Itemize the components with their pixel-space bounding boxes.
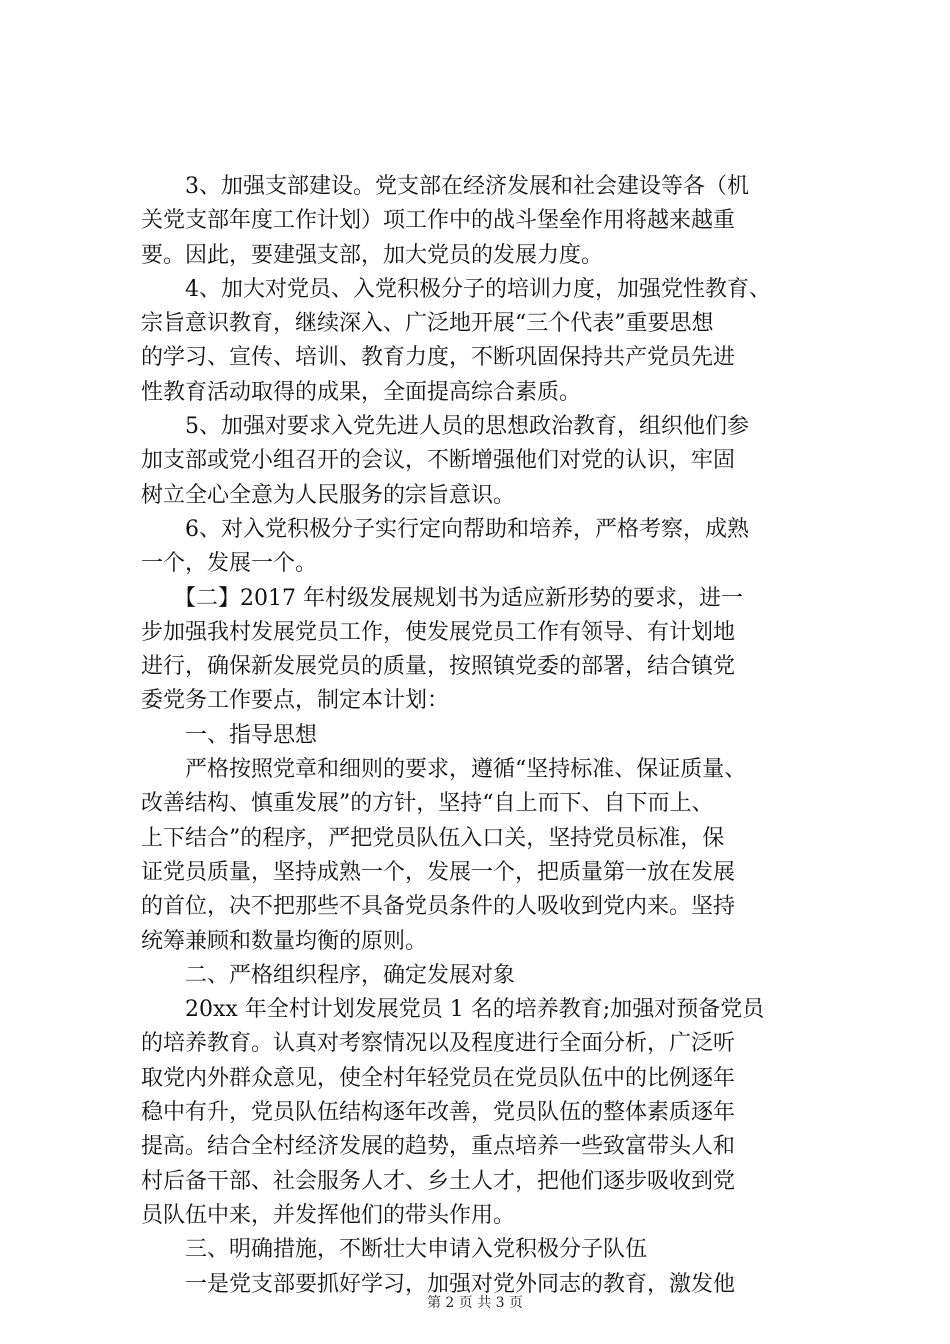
text-line: 二、严格组织程序，确定发展对象 <box>141 962 516 988</box>
text-line: 三、明确措施，不断壮大申请入党积极分子队伍 <box>141 1237 648 1263</box>
text-line: 一、指导思想 <box>141 722 318 748</box>
text-line: 的培养教育。认真对考察情况以及程度进行全面分析，广泛听 <box>141 1031 736 1057</box>
text-line: 一个，发展一个。 <box>141 551 318 577</box>
text-line: 加支部或党小组召开的会议，不断增强他们对党的认识，牢固 <box>141 448 736 474</box>
text-line: 证党员质量，坚持成熟一个，发展一个，把质量第一放在发展 <box>141 859 736 885</box>
text-line: 20xx 年全村计划发展党员 1 名的培养教育;加强对预备党员 <box>141 997 765 1023</box>
text-line: 员队伍中来，并发挥他们的带头作用。 <box>141 1202 516 1228</box>
text-line: 3、加强支部建设。党支部在经济发展和社会建设等各（机 <box>141 174 749 199</box>
text-line: 改善结构、慎重发展”的方针，坚持“自上而下、自下而上、 <box>141 791 714 817</box>
text-line: 的学习、宣传、培训、教育力度，不断巩固保持共产党员先进 <box>141 345 736 371</box>
text-line: 委党务工作要点，制定本计划： <box>141 688 450 714</box>
text-line: 【二】2017 年村级发展规划书为适应新形势的要求，进一 <box>141 585 743 611</box>
text-line: 提高。结合全村经济发展的趋势，重点培养一些致富带头人和 <box>141 1134 736 1160</box>
page-footer: 第 2 页 共 3 页 <box>426 1295 524 1311</box>
text-line: 进行，确保新发展党员的质量，按照镇党委的部署，结合镇党 <box>141 654 736 680</box>
text-line: 关党支部年度工作计划）项工作中的战斗堡垒作用将越来越重 <box>141 208 736 234</box>
document-body <box>141 170 841 1302</box>
text-line: 上下结合”的程序，严把党员队伍入口关，坚持党员标准，保 <box>141 825 725 851</box>
text-line: 稳中有升，党员队伍结构逐年改善，党员队伍的整体素质逐年 <box>141 1100 736 1126</box>
text-line: 的首位，决不把那些不具备党员条件的人吸收到党内来。坚持 <box>141 894 736 920</box>
text-line: 严格按照党章和细则的要求，遵循“坚持标准、保证质量、 <box>141 757 747 783</box>
text-line: 一是党支部要抓好学习，加强对党外同志的教育，激发他 <box>141 1271 736 1297</box>
text-line: 宗旨意识教育，继续深入、广泛地开展“三个代表”重要思想 <box>141 311 714 337</box>
text-line: 村后备干部、社会服务人才、乡土人才，把他们逐步吸收到党 <box>141 1168 736 1194</box>
text-line: 要。因此，要建强支部，加大党员的发展力度。 <box>141 242 604 268</box>
text-line: 5、加强对要求入党先进人员的思想政治教育，组织他们参 <box>141 414 749 440</box>
text-line: 性教育活动取得的成果，全面提高综合素质。 <box>141 379 582 405</box>
text-line: 4、加大对党员、入党积极分子的培训力度，加强党性教育、 <box>141 276 771 302</box>
text-line: 统筹兼顾和数量均衡的原则。 <box>141 928 428 954</box>
text-line: 树立全心全意为人民服务的宗旨意识。 <box>141 482 516 508</box>
text-line: 取党内外群众意见，使全村年轻党员在党员队伍中的比例逐年 <box>141 1065 736 1091</box>
text-line: 步加强我村发展党员工作，使发展党员工作有领导、有计划地 <box>141 619 736 645</box>
text-line: 6、对入党积极分子实行定向帮助和培养，严格考察，成熟 <box>141 516 749 542</box>
